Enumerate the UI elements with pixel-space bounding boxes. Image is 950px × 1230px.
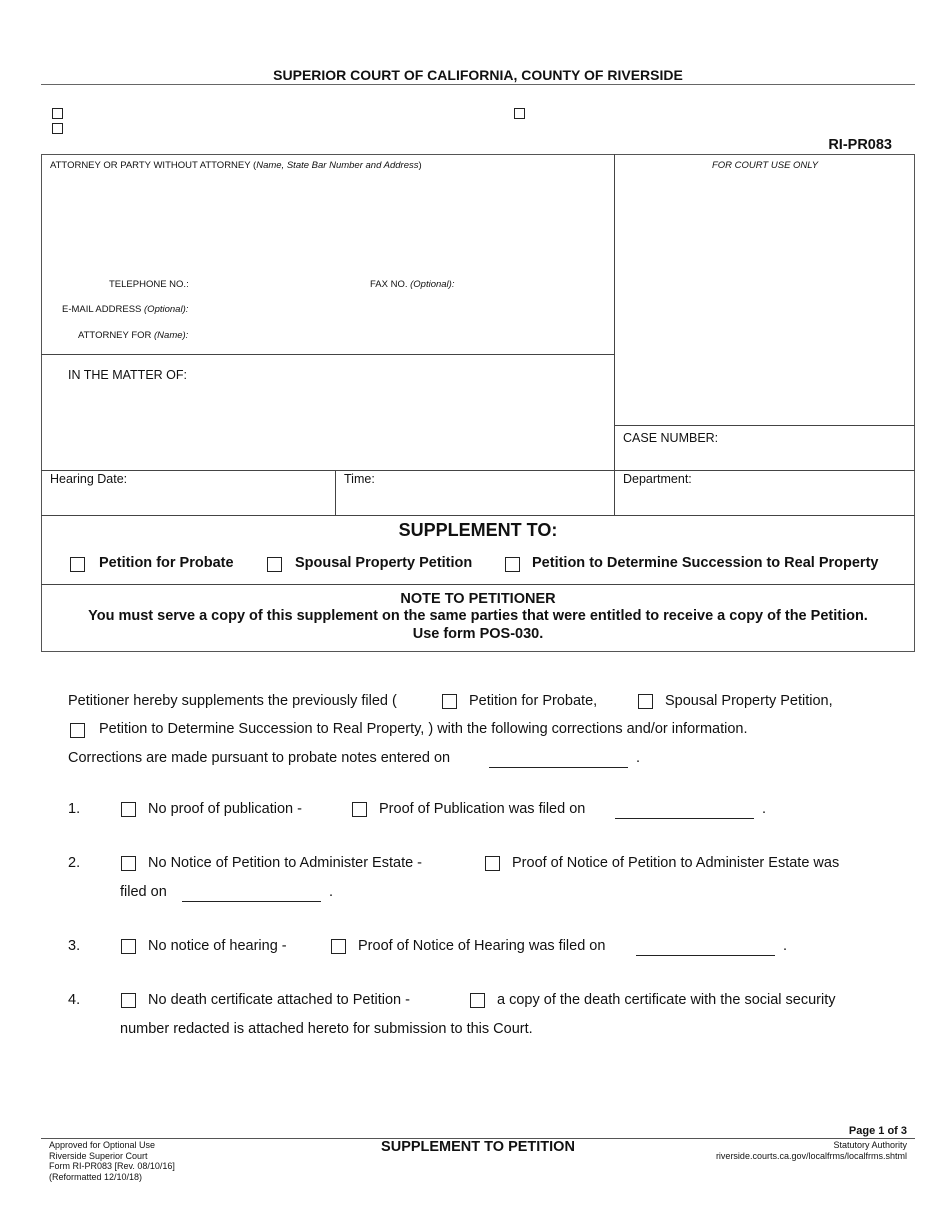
hearing-top-rule xyxy=(41,470,915,471)
item-2-continuation: filed on xyxy=(120,884,167,900)
item-4-option-b: a copy of the death certificate with the social security xyxy=(497,992,836,1008)
item-1-checkbox-a[interactable] xyxy=(121,802,136,817)
attorney-label: ATTORNEY OR PARTY WITHOUT ATTORNEY (Name, State Bar Number and Address) xyxy=(50,160,422,171)
hearing-time-label: Time: xyxy=(344,472,375,486)
note-title: NOTE TO PETITIONER xyxy=(400,591,556,607)
note-form-ref: Use form POS-030. xyxy=(412,626,544,642)
attorney-for-label: ATTORNEY FOR (Name): xyxy=(78,330,189,341)
item-2-checkbox-b[interactable] xyxy=(485,856,500,871)
item-4-option-a: No death certificate attached to Petition - xyxy=(148,992,410,1008)
note-body: You must serve a copy of this supplement on the same parties that were entitled to receive a copy of the Petition. xyxy=(88,608,868,624)
footer-left-line-3: Form RI-PR083 [Rev. 08/10/16] xyxy=(49,1161,175,1171)
item-1-number: 1. xyxy=(68,801,81,817)
item-1-option-a: No proof of publication - xyxy=(148,801,302,817)
footer-right-line-2: riverside.courts.ca.gov/localfrms/localfrms.shtml xyxy=(715,1150,907,1161)
email-label: E-MAIL ADDRESS (Optional): xyxy=(62,304,189,315)
item-3-checkbox-a[interactable] xyxy=(121,939,136,954)
form-code: RI-PR083 xyxy=(828,137,892,153)
item-1-date-field[interactable] xyxy=(615,818,754,819)
supplement-succession-checkbox[interactable] xyxy=(505,557,520,572)
footer-title: SUPPLEMENT TO PETITION xyxy=(381,1139,575,1155)
item-4-checkbox-b[interactable] xyxy=(470,993,485,1008)
intro-spousal-checkbox[interactable] xyxy=(638,694,653,709)
item-3-option-a: No notice of hearing - xyxy=(148,938,287,954)
item-4-checkbox-a[interactable] xyxy=(121,993,136,1008)
item-3-checkbox-b[interactable] xyxy=(331,939,346,954)
hearing-department-label: Department: xyxy=(623,472,692,486)
intro-succession-checkbox[interactable] xyxy=(70,723,85,738)
fax-label: FAX NO. (Optional): xyxy=(370,279,455,290)
hearing-date-label: Hearing Date: xyxy=(50,472,128,486)
footer-left-line-2: Riverside Superior Court xyxy=(49,1150,148,1161)
item-1-period: . xyxy=(762,801,767,817)
footer-right-line-1: Statutory Authority xyxy=(833,1140,907,1150)
note-top-rule xyxy=(41,584,915,585)
supplement-probate-label: Petition for Probate xyxy=(99,555,234,571)
item-2-checkbox-a[interactable] xyxy=(121,856,136,871)
intro-probate-label: Petition for Probate, xyxy=(469,693,598,709)
header-rule xyxy=(41,84,915,85)
case-number-label: CASE NUMBER: xyxy=(623,431,719,445)
item-4-continuation: number redacted is attached hereto for submission to this Court. xyxy=(120,1021,533,1037)
corrections-text: Corrections are made pursuant to probate notes entered on xyxy=(68,750,451,766)
attorney-bottom-rule xyxy=(41,354,615,355)
supplement-spousal-checkbox[interactable] xyxy=(267,557,282,572)
court-use-label: FOR COURT USE ONLY xyxy=(711,160,819,171)
supplement-probate-checkbox[interactable] xyxy=(70,557,85,572)
page-label: Page 1 of 3 xyxy=(848,1125,907,1137)
footer-right xyxy=(640,1140,907,1161)
corrections-date-field[interactable] xyxy=(489,767,628,768)
item-2-option-b: Proof of Notice of Petition to Administer Estate was xyxy=(512,855,840,871)
supplement-spousal-label: Spousal Property Petition xyxy=(295,555,473,571)
item-2-number: 2. xyxy=(68,855,81,871)
item-3-period: . xyxy=(783,938,788,954)
hearing-divider xyxy=(335,470,336,516)
telephone-label: TELEPHONE NO.: xyxy=(109,279,189,290)
footer-left-line-4: (Reformatted 12/10/18) xyxy=(49,1171,143,1182)
form-box xyxy=(41,154,915,652)
item-3-option-b: Proof of Notice of Hearing was filed on xyxy=(358,938,606,954)
item-2-date-field[interactable] xyxy=(182,901,321,902)
matter-label: IN THE MATTER OF: xyxy=(68,368,187,382)
supplement-title: SUPPLEMENT TO: xyxy=(398,520,558,540)
item-4-number: 4. xyxy=(68,992,81,1008)
hearing-bottom-rule xyxy=(41,515,915,516)
header-checkbox-2[interactable] xyxy=(52,123,63,134)
corrections-period: . xyxy=(636,750,641,766)
intro-spousal-label: Spousal Property Petition, xyxy=(665,693,833,709)
header-checkbox-3[interactable] xyxy=(514,108,525,119)
item-1-option-b: Proof of Publication was filed on xyxy=(379,801,586,817)
court-title: SUPERIOR COURT OF CALIFORNIA, COUNTY OF RIVERSIDE xyxy=(273,67,683,83)
supplement-succession-label: Petition to Determine Succession to Real Property xyxy=(532,555,879,571)
item-2-option-a: No Notice of Petition to Administer Estate - xyxy=(148,855,423,871)
item-2-period: . xyxy=(329,884,334,900)
court-use-divider xyxy=(614,154,615,516)
case-number-rule xyxy=(614,425,915,426)
footer-left-line-1: Approved for Optional Use xyxy=(49,1140,156,1150)
item-1-checkbox-b[interactable] xyxy=(352,802,367,817)
footer-left xyxy=(49,1140,175,1182)
item-3-date-field[interactable] xyxy=(636,955,775,956)
item-3-number: 3. xyxy=(68,938,81,954)
intro-start: Petitioner hereby supplements the previously filed ( xyxy=(68,693,397,709)
intro-succession-label: Petition to Determine Succession to Real Property, ) with the following corrections and/or information. xyxy=(99,721,748,737)
header-checkbox-1[interactable] xyxy=(52,108,63,119)
intro-probate-checkbox[interactable] xyxy=(442,694,457,709)
